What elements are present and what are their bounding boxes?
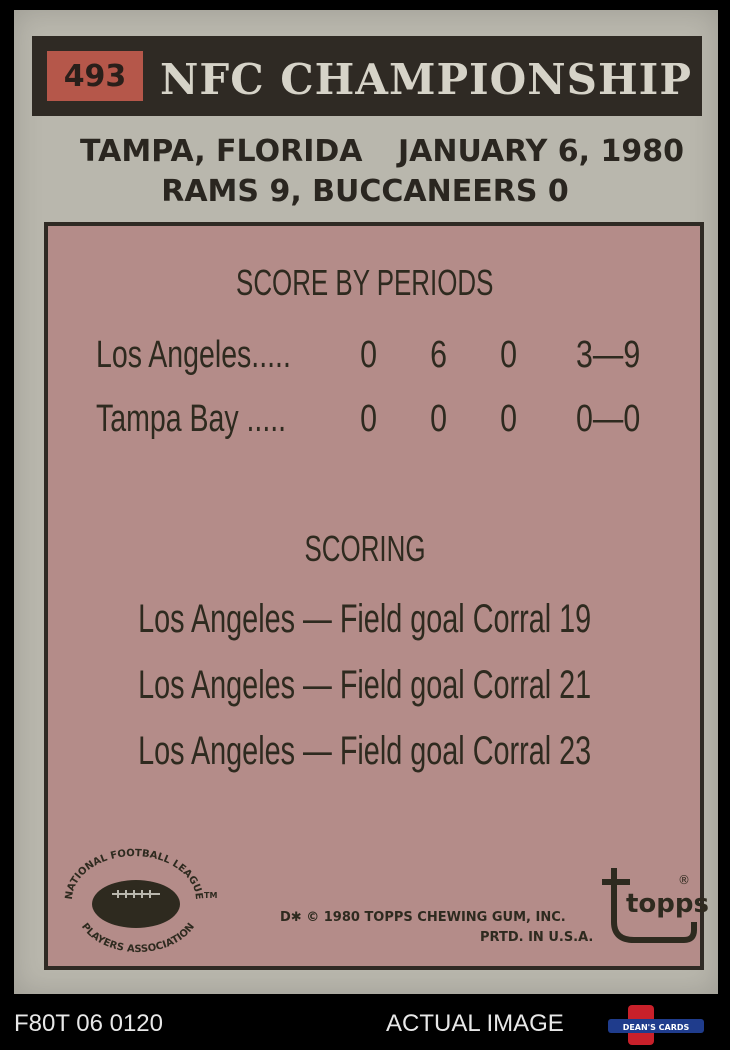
period-1-score: 0 (360, 334, 378, 376)
team-name: Los Angeles..... (96, 334, 291, 376)
game-location: TAMPA, FLORIDA (80, 134, 363, 169)
score-row-tampa-bay (96, 398, 676, 448)
score-row-los-angeles (96, 334, 676, 384)
scoring-line-1: Los Angeles — Field goal Corral 19 (138, 597, 592, 641)
scoring-line-2: Los Angeles — Field goal Corral 21 (138, 663, 592, 707)
scoring-heading: SCORING (304, 528, 426, 569)
deans-cards-logo (608, 1005, 704, 1045)
game-result: RAMS 9, BUCCANEERS 0 (161, 174, 569, 209)
catalog-id: F80T 06 0120 (14, 1010, 164, 1037)
nflpa-logo (62, 838, 227, 953)
card-number-badge: 493 (44, 48, 146, 104)
period-2-score: 0 (430, 398, 448, 440)
registered-mark: ® (678, 873, 690, 887)
nflpa-bottom-text: PLAYERS ASSOCIATION (79, 921, 197, 953)
copyright-block (280, 908, 593, 948)
score-by-periods-heading: SCORE BY PERIODS (236, 262, 494, 303)
period-3-score: 0 (500, 398, 518, 440)
copyright-line: D✱ © 1980 TOPPS CHEWING GUM, INC. (280, 910, 566, 925)
game-date: JANUARY 6, 1980 (398, 134, 684, 169)
scoring-line-3: Los Angeles — Field goal Corral 23 (138, 729, 592, 773)
deans-cards-text: DEAN'S CARDS (622, 1023, 690, 1032)
period-4-and-total: 0—0 (576, 398, 641, 440)
printed-in-line: PRTD. IN U.S.A. (480, 930, 594, 945)
period-1-score: 0 (360, 398, 378, 440)
card-title: NFC CHAMPIONSHIP (160, 55, 692, 104)
actual-image-label: ACTUAL IMAGE (386, 1010, 564, 1037)
topps-logo (600, 862, 709, 948)
topps-wordmark: topps (626, 889, 709, 919)
period-3-score: 0 (500, 334, 518, 376)
period-2-score: 6 (430, 334, 448, 376)
nflpa-top-text: NATIONAL FOOTBALL LEAGUE (63, 847, 205, 901)
trademark-text: TM (204, 891, 218, 900)
period-4-and-total: 3—9 (576, 334, 641, 376)
team-name: Tampa Bay ..... (96, 398, 287, 440)
